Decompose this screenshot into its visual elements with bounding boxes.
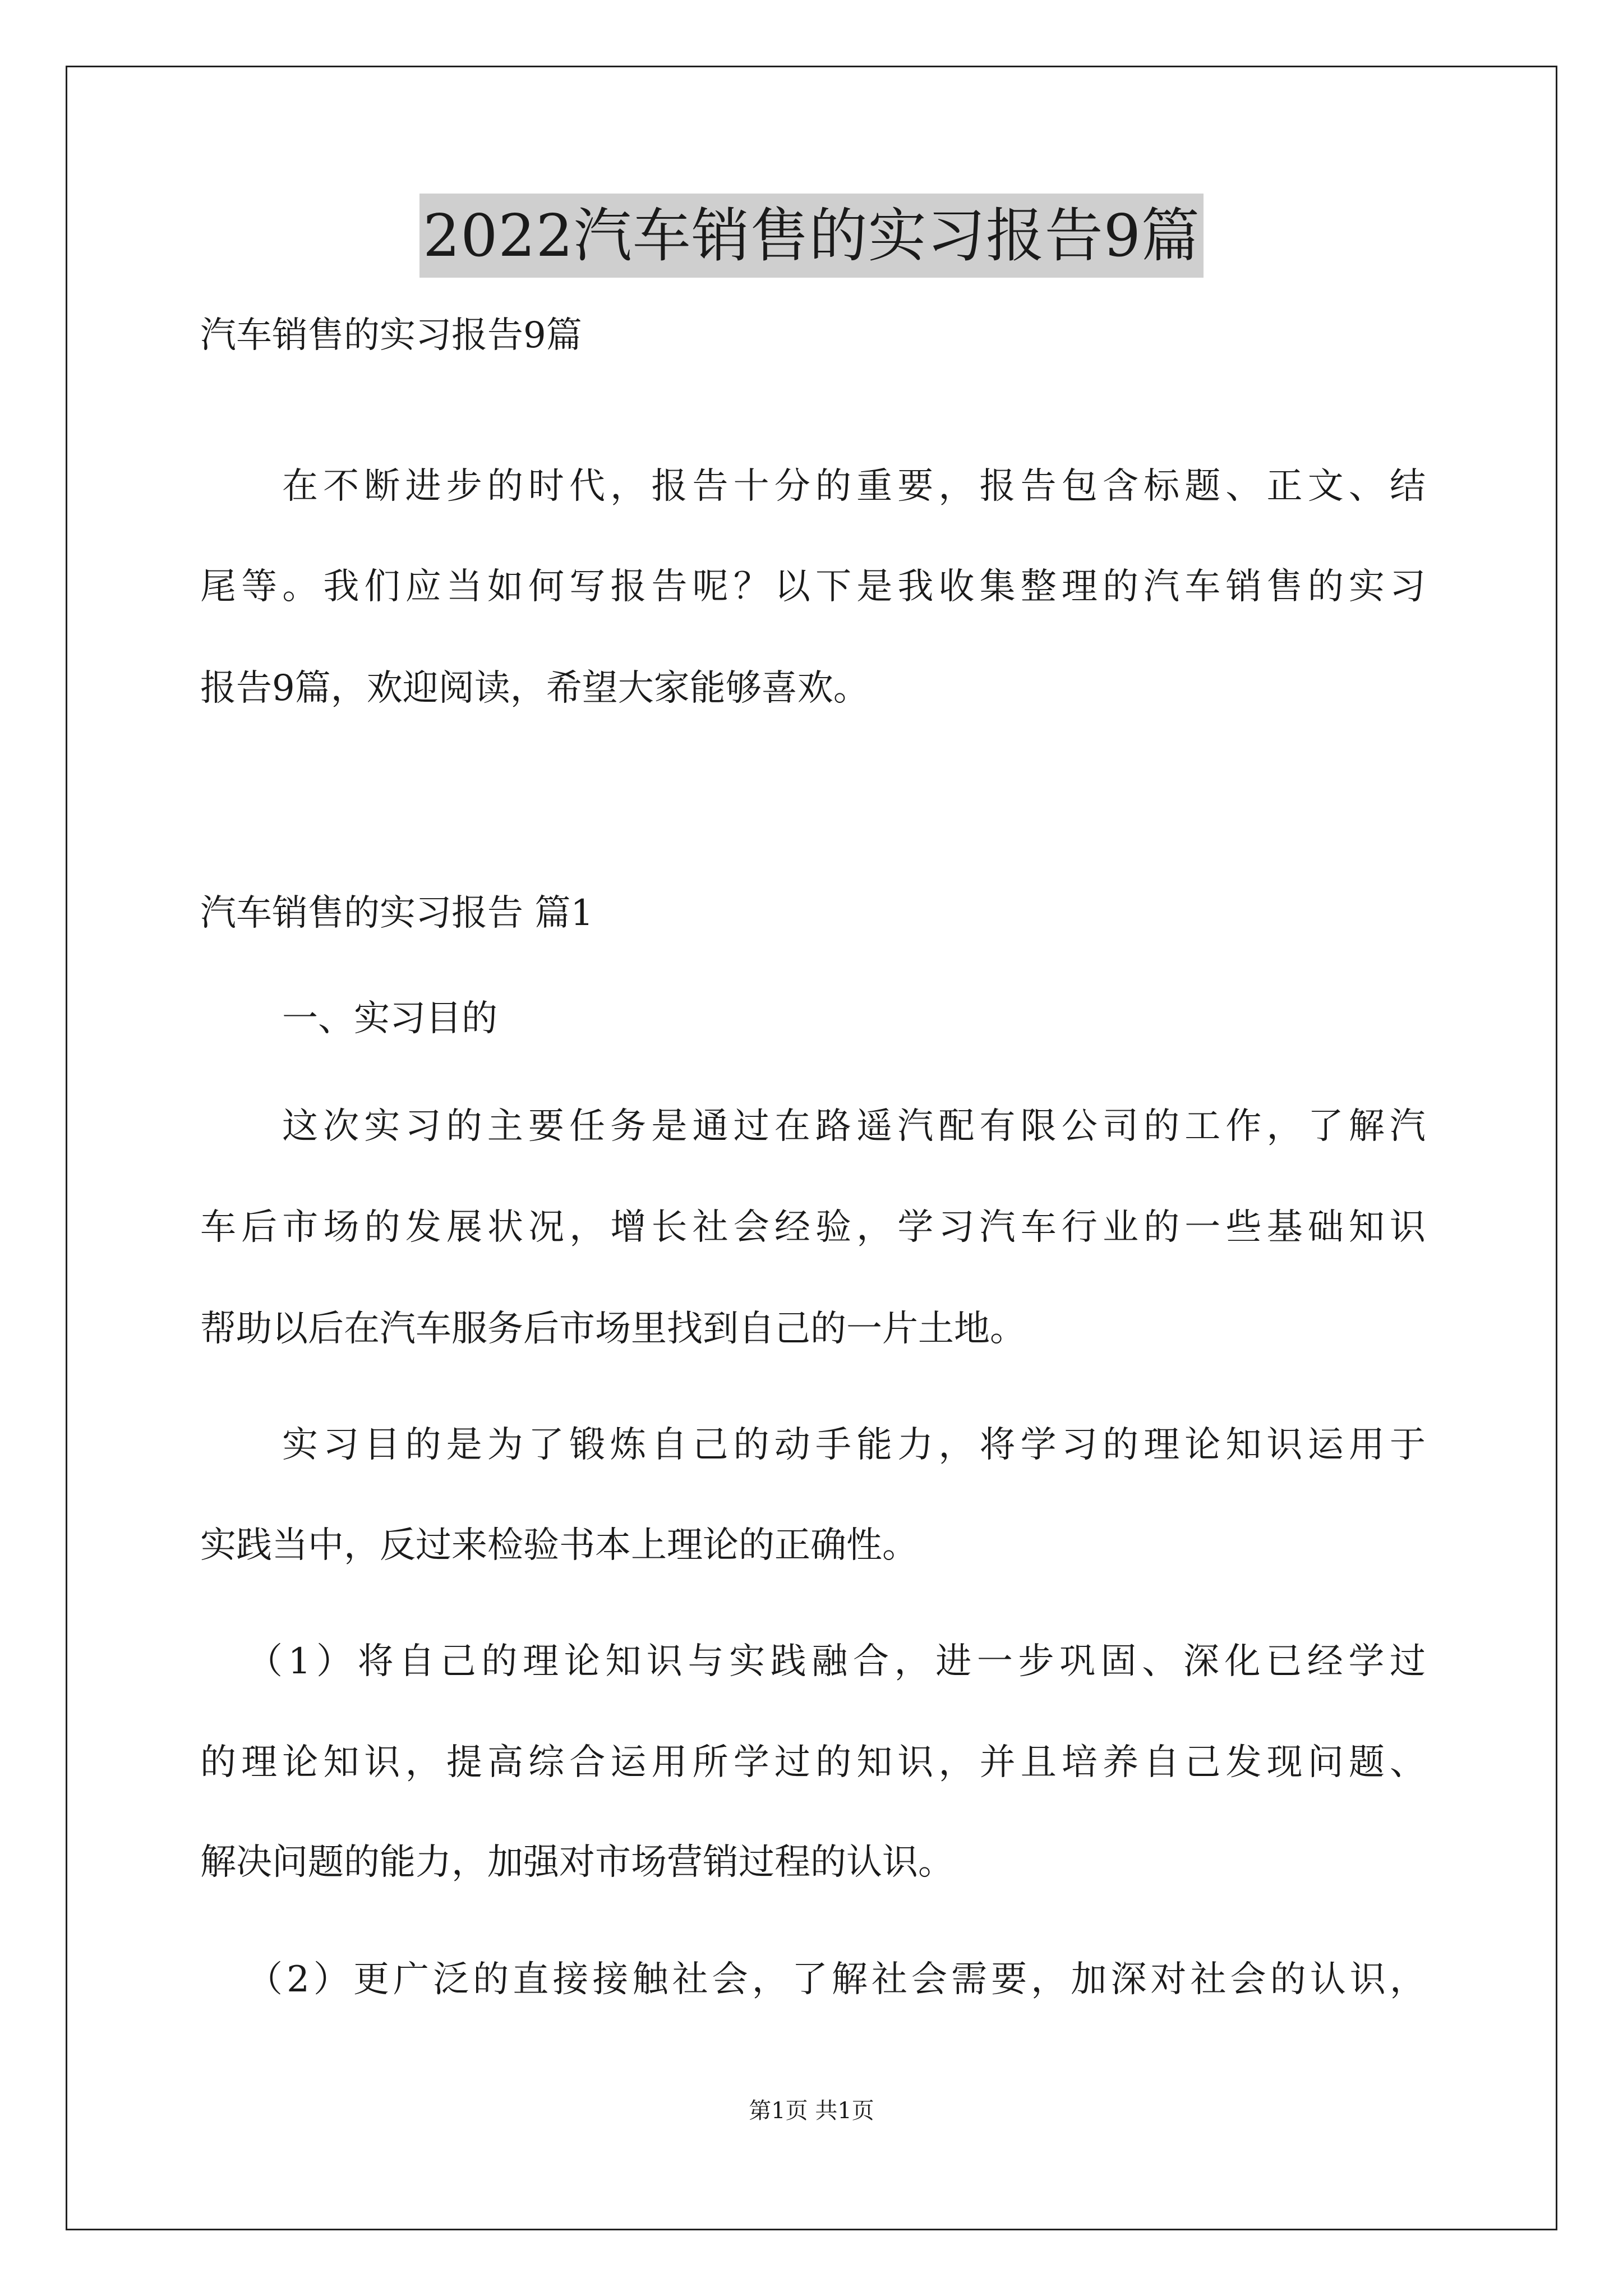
para1-line-1: 这次实习的主要任务是通过在路遥汽配有限公司的工作，了解汽 [282,1106,1426,1147]
intro-line-2: 尾等。我们应当如何写报告呢？以下是我收集整理的汽车销售的实习 [200,566,1426,608]
para3-line-3: 解决问题的能力，加强对市场营销过程的认识。 [200,1842,954,1883]
title-container [0,194,1623,278]
subheading: 一、实习目的 [282,998,497,1039]
para3-line-1: （1）将自己的理论知识与实践融合，进一步巩固、深化已经学过 [247,1641,1426,1682]
section-heading: 汽车销售的实习报告 篇1 [200,892,594,934]
document-subtitle: 汽车销售的实习报告9篇 [200,315,582,356]
intro-line-3: 报告9篇，欢迎阅读，希望大家能够喜欢。 [200,668,869,709]
para4-line-1: （2）更广泛的直接接触社会，了解社会需要，加深对社会的认识， [247,1959,1426,2000]
page-footer: 第1页 共1页 [749,2098,874,2124]
intro-line-1: 在不断进步的时代，报告十分的重要，报告包含标题、正文、结 [282,466,1426,507]
para2-line-1: 实习目的是为了锻炼自己的动手能力，将学习的理论知识运用于 [282,1424,1426,1466]
para1-line-3: 帮助以后在汽车服务后市场里找到自己的一片土地。 [200,1308,1026,1350]
para1-line-2: 车后市场的发展状况，增长社会经验，学习汽车行业的一些基础知识 [200,1207,1426,1248]
para3-line-2: 的理论知识，提高综合运用所学过的知识，并且培养自己发现问题、 [200,1742,1426,1783]
document-title: 2022汽车销售的实习报告9篇 [419,194,1204,278]
para2-line-2: 实践当中，反过来检验书本上理论的正确性。 [200,1525,918,1566]
